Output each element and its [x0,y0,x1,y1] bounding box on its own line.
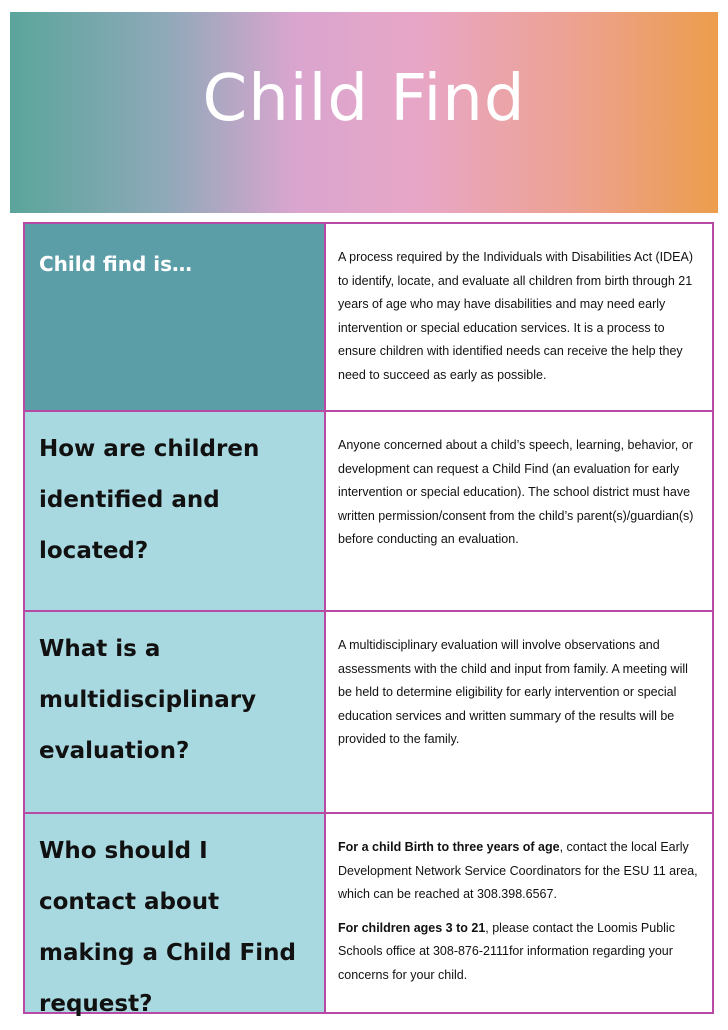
contact-ages-3-to-21 [338,917,700,988]
question-cell: What is a multidisciplinary evaluation? [25,612,326,812]
contact-birth-to-three [338,836,700,907]
title-banner [10,12,718,213]
page-title: Child Find [202,61,526,136]
contact-ages-3-to-21-label: For children ages 3 to 21 [338,920,486,935]
answer-cell [326,412,712,610]
table-row [25,814,712,1017]
answer-cell [326,612,712,812]
question-cell: Child find is… [25,224,326,410]
question-cell: How are children identified and located? [25,412,326,610]
answer-text: Anyone concerned about a child’s speech, learning, behavior, or development can request a Child Find (an evaluation for early intervention or special education). The school district must have written permission/consent from the child’s parent(s)/guardian(s) before conducting an evaluation. [338,438,694,546]
answer-cell [326,814,712,1012]
question-cell: Who should I contact about making a Child Find request? [25,814,326,1012]
contact-ages-3-to-21-text: , please contact the Loomis Public Schools office at 308-876-2111for information regarding your concerns for your child. [338,920,675,982]
table-row [25,224,712,412]
contact-birth-to-three-label: For a child Birth to three years of age [338,840,560,854]
answer-cell [326,224,712,410]
table-row [25,612,712,814]
contact-birth-to-three-text: , contact the local Early Development Network Service Coordinators for the ESU 11 area, which can be reached at 308.398.6567. [338,840,698,901]
table-row [25,412,712,612]
answer-text: A process required by the Individuals with Disabilities Act (IDEA) to identify, locate, and evaluate all children from birth through 21 years of age who may have disabilities and may need early intervention or special education services. It is a process to ensure children with identified needs can receive the help they need to succeed as early as possible. [338,250,694,382]
answer-text: A multidisciplinary evaluation will involve observations and assessments with the child and input from family. A meeting will be held to determine eligibility for early intervention or special education services and written summary of the results will be provided to the family. [338,638,688,746]
info-table [23,222,714,1017]
